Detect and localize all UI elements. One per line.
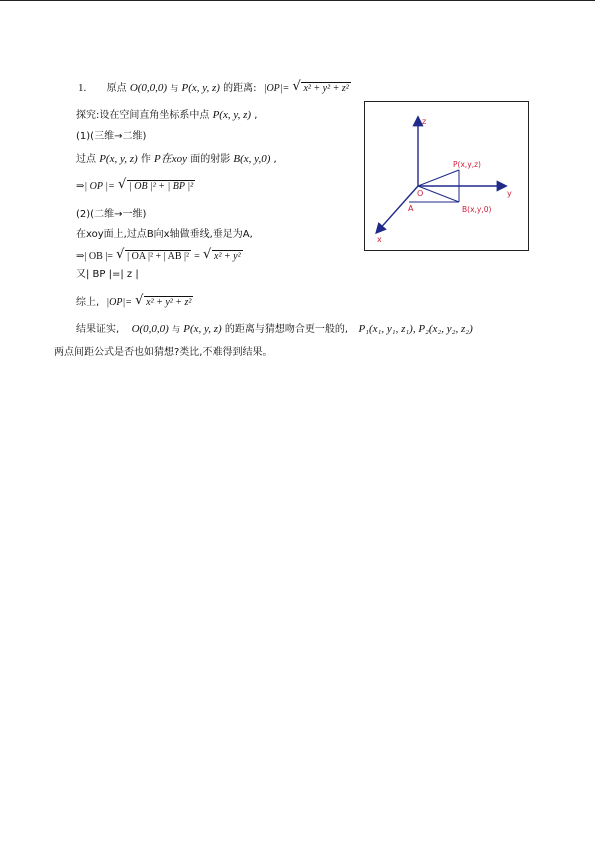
formula-lhs: ⇒| OP |= <box>76 181 115 192</box>
point-b: B(x, y,0) <box>233 153 271 165</box>
text-general: 的距离与猜想吻合更一般的, <box>224 324 349 335</box>
perpendicular-text: 在xoy面上,过点B向x轴做垂线,垂足为A, <box>76 229 253 240</box>
equals: = <box>194 251 200 262</box>
origin-point: O(0,0,0) <box>131 323 169 335</box>
formula-lhs: |OP|= <box>106 297 132 308</box>
paragraph-11 <box>76 322 473 337</box>
text-result: 结果证实, <box>76 324 120 335</box>
text-origin: 原点 <box>106 83 127 94</box>
points-p1-p2: P₁(x₁, y₁, z₁), P₂(x₂, y₂, z₂) <box>358 323 473 335</box>
formula-lhs: ⇒| OB |= <box>76 251 113 262</box>
bp-equals-z: 又| BP |=| z | <box>76 269 139 280</box>
paragraph-3 <box>76 130 146 144</box>
page-top-rule <box>0 0 595 1</box>
radical-sign: √ <box>116 247 125 262</box>
label-a: A <box>408 204 414 213</box>
radicand: x² + y² + z² <box>303 83 349 94</box>
paragraph-9 <box>76 268 139 282</box>
point-p: P(x, y, z) <box>181 82 220 94</box>
item-number: 1. <box>78 82 87 94</box>
radical-sign: √ <box>292 79 301 94</box>
label-y: y <box>507 189 512 198</box>
paragraph-7 <box>76 228 253 242</box>
paragraph-6 <box>76 208 146 222</box>
paragraph-2 <box>76 108 257 123</box>
text-with: 与 <box>170 84 179 93</box>
paragraph-8 <box>76 247 243 264</box>
sqrt-formula-2 <box>203 247 243 264</box>
label-x: x <box>377 235 382 244</box>
radicand-1: | OA |² + | AB |² <box>127 251 189 262</box>
sqrt-formula <box>292 79 350 96</box>
sqrt-formula <box>135 293 193 310</box>
point-p: P(x, y, z) <box>183 323 222 335</box>
text-projection: 面的射影 <box>190 154 231 165</box>
origin-point: O(0,0,0) <box>129 82 168 94</box>
step-one-heading: (1)(三维→二维) <box>76 131 147 142</box>
coordinate-diagram <box>365 102 528 250</box>
summary-label: 综上, <box>76 297 100 308</box>
paragraph-10 <box>76 293 193 310</box>
label-b: B(x,y,0) <box>462 205 492 214</box>
sqrt-formula <box>117 177 195 194</box>
radicand-2: x² + y² <box>214 251 241 262</box>
point-p: P(x, y, z) <box>212 109 252 121</box>
coordinate-figure <box>364 101 529 251</box>
sqrt-formula-1 <box>116 247 191 264</box>
label-p: P(x,y,z) <box>453 160 481 169</box>
label-z: z <box>422 117 427 126</box>
step-two-heading: (2)(二维→一维) <box>76 209 147 220</box>
point-p: P(x, y, z) <box>99 153 138 165</box>
segment-ob <box>418 186 459 202</box>
punct: , <box>273 154 277 165</box>
conclusion-text: 两点间距公式是否也如猜想?类比,不难得到结果。 <box>54 347 273 358</box>
segment-op <box>418 170 459 186</box>
text-distance: 的距离: <box>223 83 257 94</box>
explore-label: 探究:设在空间直角坐标系中点 <box>76 110 210 121</box>
paragraph-12 <box>54 346 273 360</box>
radical-sign: √ <box>117 177 127 192</box>
paragraph-1 <box>78 81 351 96</box>
radicand: x² + y² + z² <box>146 297 192 308</box>
text-make: 作 <box>140 154 151 165</box>
radicand: | OB |² + | BP |² <box>128 181 194 192</box>
radical-sign: √ <box>203 247 212 262</box>
paragraph-5 <box>76 177 195 194</box>
text-p-in-xoy: P在xoy <box>154 153 188 165</box>
text-through: 过点 <box>76 154 96 165</box>
paragraph-4 <box>76 152 277 167</box>
text-with: 与 <box>172 325 181 334</box>
radical-sign: √ <box>135 293 144 308</box>
punct: , <box>254 110 258 121</box>
formula-lhs: |OP|= <box>263 83 290 94</box>
label-o: O <box>417 189 424 198</box>
